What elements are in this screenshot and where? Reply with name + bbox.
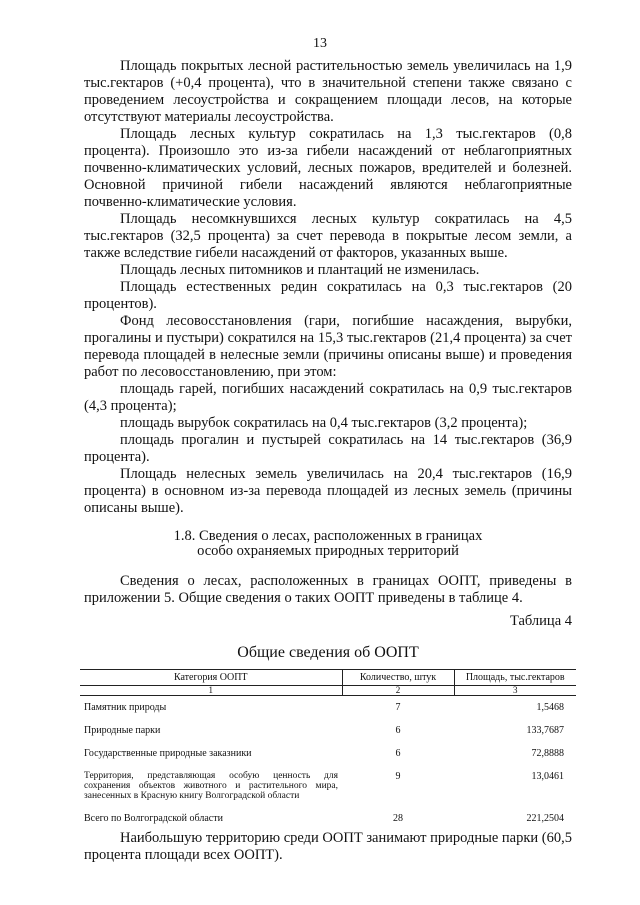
header-number-1: 1: [80, 686, 342, 696]
table-row: [80, 742, 576, 765]
section-heading-line-2: особо охраняемых природных территорий: [197, 543, 459, 559]
header-count: Количество, штук: [342, 670, 454, 686]
cell-category: Всего по Волгоградской области: [84, 813, 223, 824]
paragraph-reforestation-fund: Фонд лесовосстановления (гари, погибшие насаждения, вырубки, прогалины и пустыри) сократился на 15,3 тыс.гектаров (21,4 процента) за счет перевода площадей в нелесные земли (причины описаны выше) и проведения работ по лесовосстановлению, при этом:: [84, 313, 572, 380]
document-body: [84, 58, 572, 864]
header-number-3: 3: [454, 686, 576, 696]
cell-count: 9: [395, 771, 401, 782]
paragraph-cuttings: площадь вырубок сократилась на 0,4 тыс.гектаров (3,2 процента);: [120, 415, 528, 431]
paragraph-burnt-areas: площадь гарей, погибших насаждений сократилась на 0,9 тыс.гектаров (4,3 процента);: [84, 381, 572, 414]
paragraph-non-forest: Площадь нелесных земель увеличилась на 20,4 тыс.гектаров (16,9 процента) в основном из-за перевода площадей из лесных земель (причины описаны выше).: [84, 466, 572, 516]
cell-count: 6: [395, 725, 401, 736]
table-title: Общие сведения об ООПТ: [237, 644, 419, 661]
cell-count: 7: [395, 702, 401, 713]
header-area: Площадь, тыс.гектаров: [454, 670, 576, 686]
table-row: [80, 719, 576, 742]
cell-category: Территория, представляющая особую ценность для сохранения объектов животного и растительного мира, занесенных в Красную книгу Волгоградской области: [84, 771, 338, 801]
paragraph-natural-sparse: Площадь естественных редин сократилась на 0,3 тыс.гектаров (20 процентов).: [84, 279, 572, 312]
section-heading-line-1: 1.8. Сведения о лесах, расположенных в границах: [173, 528, 483, 544]
cell-area: 13,0461: [531, 771, 564, 782]
page-number: 13: [313, 36, 327, 51]
paragraph-unclosed-cultures: Площадь несомкнувшихся лесных культур сократилась на 4,5 тыс.гектаров (32,5 процента) за счет перевода в покрытые лесом земли, а также вследствие гибели насаждений от факторов, указанных выше.: [84, 211, 572, 261]
cell-area: 221,2504: [526, 813, 564, 824]
table-header-row: [80, 670, 576, 686]
cell-area: 72,8888: [531, 748, 564, 759]
paragraph-section-intro: Сведения о лесах, расположенных в границах ООПТ, приведены в приложении 5. Общие сведения о таких ООПТ приведены в таблице 4.: [84, 573, 572, 606]
table-row-total: [80, 807, 576, 830]
oopt-table: [80, 669, 576, 830]
cell-count: 6: [395, 748, 401, 759]
table-row: [80, 696, 576, 720]
cell-category: Памятник природы: [84, 702, 167, 713]
section-heading: [84, 529, 572, 559]
cell-category: Природные парки: [84, 725, 161, 736]
paragraph-forest-cover: Площадь покрытых лесной растительностью земель увеличилась на 1,9 тыс.гектаров (+0,4 процента), что в значительной степени также связано с проведением лесоустройства и сокращением площади лесов, на которые отсутствуют материалы лесоустройства.: [84, 58, 572, 125]
paragraph-closing: Наибольшую территорию среди ООПТ занимают природные парки (60,5 процента площади всех ООПТ).: [84, 830, 572, 863]
header-number-2: 2: [342, 686, 454, 696]
paragraph-glades: площадь прогалин и пустырей сократилась на 14 тыс.гектаров (36,9 процента).: [84, 432, 572, 465]
cell-category: Государственные природные заказники: [84, 748, 252, 759]
table-caption: Таблица 4: [509, 613, 572, 629]
cell-area: 133,7687: [526, 725, 564, 736]
paragraph-nurseries: Площадь лесных питомников и плантаций не изменилась.: [120, 262, 480, 278]
table-header-numbers-row: [80, 686, 576, 696]
header-category: Категория ООПТ: [80, 670, 342, 686]
cell-count: 28: [393, 813, 403, 824]
paragraph-forest-cultures: Площадь лесных культур сократилась на 1,3 тыс.гектаров (0,8 процента). Произошло это из-за гибели насаждений от неблагоприятных почвенно-климатических условий, лесных пожаров, вредителей и болезней. Основной причиной гибели насаждений являются неблагоприятные почвенно-климатические условия.: [84, 126, 572, 210]
table-row: [80, 765, 576, 807]
cell-area: 1,5468: [536, 702, 564, 713]
